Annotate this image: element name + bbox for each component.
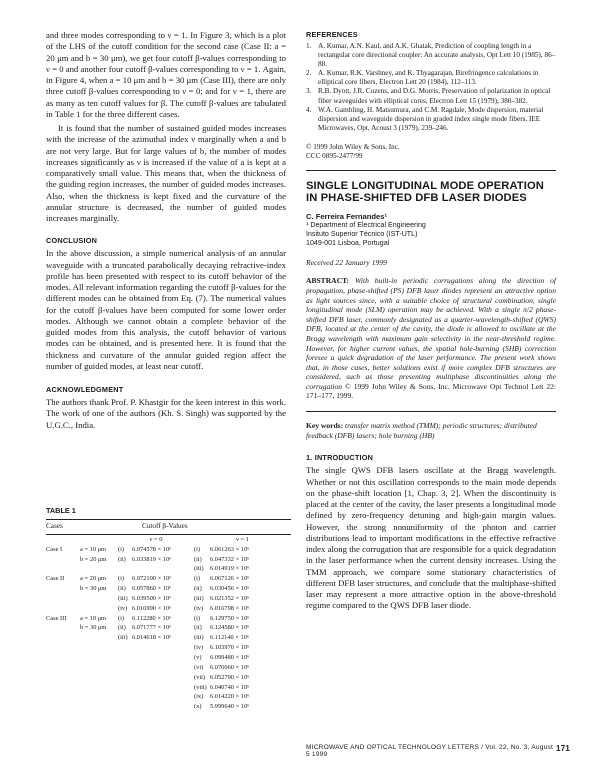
body-paragraph: and three modes corresponding to ν = 1. In Figure 3, which is a plot of the LHS of the cutoff condition for the second case (Case II: a = 20 μm and b = 30 μm), we get four cutoff β-values corresponding to ν = 0 and another four cutoff β-values corresponding to ν = 1. Again, in Figure 4, when a = 10 μm and b = 30 μm (Case III), there are only three cutoff β-values corresponding to ν = 0; and for ν = 1, there are as many as ten cutoff values for β. The cutoff β-values are tabulated in Table 1 for the three different cases.	[46, 30, 286, 119]
table-cell: 6.016798 × 10⁶	[210, 604, 250, 612]
table-row	[46, 623, 291, 633]
table-cell: 6.016990 × 10⁶	[132, 604, 172, 612]
table-cell	[80, 653, 118, 663]
table-cell	[132, 702, 194, 712]
table-cell	[118, 643, 132, 653]
table-cell	[132, 653, 194, 663]
table-row	[46, 594, 291, 604]
reference-item	[306, 42, 556, 69]
table-cell	[46, 564, 80, 574]
table-cell: (iii)	[194, 594, 204, 602]
table-cell	[132, 663, 194, 673]
table-cell: (x)	[194, 703, 202, 711]
table-cell: Case III	[46, 614, 67, 622]
table-cell	[118, 692, 132, 702]
table-cell: 6.112280 × 10⁶	[132, 614, 172, 622]
table-cell	[46, 594, 80, 604]
table-row	[46, 663, 291, 673]
table-row	[46, 604, 291, 614]
conclusion-paragraph: In the above discussion, a simple numerical analysis of an annular waveguide with a truncated parabolically decaying refractive-index profile has been presented with respect to its cutoff behavior of the modes. All relevant information regarding the cutoff β-values for the different modes can be obtained from Eq. (7). The numerical values for the cutoff β-values have been computed for some lower order modes. Although we cannot obtain a complete behavior of the guided modes from this analysis, the cutoff behavior of various modes can be obtained, and is presented here. It is found that the thickness and curvature of the annular guided region affect the number of guided modes, at least near cutoff.	[46, 248, 286, 371]
table-cell	[80, 564, 118, 574]
table-cell: (vi)	[194, 663, 204, 671]
reference-text: A. Kumar, A.N. Kaul, and A.K. Ghatak, Prediction of coupling length in a rectangular core directional coupler: An accurate analysis, Opt Lett 10 (1985), 86–88.	[318, 42, 556, 69]
table-cell: 6.072100 × 10⁶	[132, 575, 172, 583]
journal-info: MICROWAVE AND OPTICAL TECHNOLOGY LETTERS / Vol. 22, No. 3, August 5 1999	[306, 744, 554, 758]
nu0-label: ν = 0	[149, 535, 163, 543]
table-cell: (iii)	[194, 634, 204, 642]
reference-text: R.B. Dyott, J.R. Cozens, and D.G. Morris, Preservation of polarization in optical fiber waveguides with elliptical cores, Electron Lett 15 (1979), 380–382.	[318, 87, 551, 105]
body-paragraph: It is found that the number of sustained guided modes increases with the increase of the azimuthal index ν marginally when a and b are not very large. But for large values of b, the number of modes increases significantly as ν is increased if the value of a is kept at a comparatively small value. This means that, when the thickness of the guiding region increases, the number of guided modes increases. Also, when the thickness is kept fixed and the curvature of the annular structure is decreased, the number of guided modes increases marginally.	[46, 123, 286, 223]
abstract	[306, 276, 556, 401]
table-cell	[46, 633, 80, 643]
reference-item	[306, 106, 556, 133]
article-title: SINGLE LONGITUDINAL MODE OPERATION IN PHASE-SHIFTED DFB LASER DIODES	[306, 179, 544, 204]
abstract-label: ABSTRACT:	[306, 276, 350, 286]
table-cell: Case II	[46, 575, 65, 583]
table-row	[46, 555, 291, 565]
table-cell	[80, 702, 118, 712]
table-cell: (iv)	[118, 604, 128, 612]
table-cell: 5.999640 × 10⁶	[210, 703, 250, 711]
references-heading: REFERENCES	[306, 30, 358, 39]
table-cell: 6.030456 × 10⁶	[210, 585, 250, 593]
table-cell	[118, 673, 132, 683]
table-cell: 6.039500 × 10⁶	[132, 594, 172, 602]
table-cell	[80, 633, 118, 643]
right-column	[306, 30, 556, 612]
table-cell	[46, 643, 80, 653]
table-cell: (ix)	[194, 693, 204, 701]
table-cell: (iii)	[118, 634, 128, 642]
table-cell	[46, 673, 80, 683]
table-row	[46, 614, 291, 624]
table-cell: 6.047332 × 10⁶	[210, 555, 250, 563]
keywords-text: transfer matrix method (TMM); periodic structures; distributed feedback (DFB) lasers; hole burning (HB)	[306, 421, 537, 440]
table-cell: 6.124580 × 10⁶	[210, 624, 250, 632]
table-cell: b = 30 μm	[80, 585, 107, 593]
table-row	[46, 643, 291, 653]
table-cell	[46, 555, 80, 565]
nu1-label: ν = 1	[236, 535, 249, 543]
table-cell: a = 10 μm	[80, 614, 107, 622]
table-cell	[118, 683, 132, 693]
reference-text: W.A. Gambling, H. Matsumura, and C.M. Ragdale, Mode dispersion, material dispersion and waveguide dispersion in graded index single mode fibers, IEE Microwaves, Opt, Acoust 3 (1979), 239–246.	[318, 105, 544, 132]
reference-number: 4.	[306, 105, 312, 114]
copyright	[306, 143, 556, 162]
table-cell: 6.014919 × 10⁶	[210, 565, 250, 573]
table-cell: (i)	[118, 614, 125, 622]
keywords-label: Key words:	[306, 421, 344, 431]
table-cell	[132, 692, 194, 702]
page-footer	[306, 744, 570, 758]
table-cell: 6.074578 × 10⁶	[132, 545, 172, 553]
table-cell: (vii)	[194, 673, 206, 681]
table-cell: 6.040740 × 10⁶	[210, 683, 250, 691]
table-cell: 6.099480 × 10⁶	[210, 653, 250, 661]
table-cell: (ii)	[194, 555, 202, 563]
table-cell	[80, 604, 118, 614]
table-row	[46, 545, 291, 555]
table-cell: a = 20 μm	[80, 575, 107, 583]
table-row	[46, 683, 291, 693]
table-cell: 6.057860 × 10⁶	[132, 585, 172, 593]
table-cell: (iv)	[194, 644, 204, 652]
author-name: C. Ferreira Fernandes¹	[306, 212, 388, 222]
table-cell: b = 20 μm	[80, 555, 107, 563]
table-cell: (i)	[194, 575, 201, 583]
keywords	[306, 421, 556, 440]
table-cell	[132, 564, 194, 574]
table-row	[46, 564, 291, 574]
affiliation-line: ¹ Department of Electrical Engineering	[306, 221, 426, 230]
table-cell	[46, 692, 80, 702]
table-cell	[46, 604, 80, 614]
cutoff-table-body	[46, 535, 291, 712]
table-cell: b = 30 μm	[80, 624, 107, 632]
table-cell: (ii)	[118, 585, 126, 593]
affiliation	[306, 221, 556, 248]
references-list	[306, 42, 556, 133]
table-cell: 6.014618 × 10⁶	[132, 634, 172, 642]
table-row	[46, 584, 291, 594]
copyright-line: © 1999 John Wiley & Sons, Inc.	[306, 142, 400, 151]
table-cell: 6.033819 × 10⁶	[132, 555, 172, 563]
table-cell: (i)	[118, 575, 125, 583]
table-cell: 6.052790 × 10⁶	[210, 673, 250, 681]
table-header-cutoff: Cutoff β-Values	[142, 522, 188, 530]
table-cell: (i)	[194, 614, 201, 622]
conclusion-heading: CONCLUSION	[46, 236, 98, 246]
table-cell	[80, 663, 118, 673]
table-cell: (ii)	[118, 624, 126, 632]
table-cell	[46, 683, 80, 693]
table-cell: 6.067126 × 10⁶	[210, 575, 250, 583]
table-row	[46, 574, 291, 584]
table-cell: (iii)	[118, 594, 128, 602]
acknowledgment-paragraph: The authors thank Prof. P. Khastgir for the keen interest in this work. The work of one of the authors (Kh. S. Singh) was supported by the U.G.C., India.	[46, 397, 286, 430]
abstract-citation: © 1999 John Wiley & Sons, Inc. Microwave Opt Technol Lett 22: 171–177, 1999.	[306, 381, 556, 401]
table-cell: (ii)	[194, 624, 202, 632]
table-cell: 6.014220 × 10⁶	[210, 693, 250, 701]
introduction-paragraph: The single QWS DFB lasers oscillate at the Bragg wavelength. Whether or not this oscillation corresponds to the main mode depends on the phase-shift location [1, Chap. 3, 2]. When the discontinuity is placed at the center of the cavity, the laser presents a longitudinal mode defined by zero-frequency detuning and high-gain margin values. However, the strong nonuniformity of the photon and carrier distributions lead to important modifications in the effective refractive index along the corrugation that are responsible for a quick degradation in the laser performance when the current density increases. Using the TMM approach, we compare some stationary characteristics of different DFB laser structures, and conclude that the multiphase-shifted laser may represent a more attractive option in the above-threshold regime compared to the QWS DFB laser diode.	[306, 465, 556, 611]
table-cell	[80, 643, 118, 653]
table-cell: 6.071777 × 10⁶	[132, 624, 172, 632]
reference-number: 1.	[306, 42, 312, 50]
table-cell: 6.076060 × 10⁶	[210, 663, 250, 671]
table-title: TABLE 1	[46, 506, 76, 515]
table-cell: (ii)	[118, 555, 126, 563]
table-row	[46, 653, 291, 663]
table-cell	[46, 653, 80, 663]
table-cell: (i)	[118, 545, 125, 553]
table-row	[46, 673, 291, 683]
table-cell	[118, 653, 132, 663]
table-cell: a = 10 μm	[80, 545, 107, 553]
table-cell	[132, 683, 194, 693]
table-cell: 6.112140 × 10⁶	[210, 634, 250, 642]
table-cell: (iv)	[194, 604, 204, 612]
table-1	[46, 506, 291, 712]
table-header-cases: Cases	[46, 522, 63, 530]
received-date: Received 22 January 1999	[306, 258, 387, 268]
table-cell: (i)	[194, 545, 201, 553]
abstract-text: With built-in periodic corrugations along the direction of propagation, phase-shifted (PS) DFB laser diodes represent an attractive option as light sources since, with a suitable choice of structural combination, single longitudinal mode (SLM) operation may be achieved. With a single π/2 phase-shifted DFB laser, commonly designated as a quarter-wavelength-shifted (QWS) DFB, located at the center of the cavity, the diode is allowed to oscillate at the Bragg wavelength with maximum gain selectivity in the near-threshold regime. However, for higher current values, the spatial hole-burning (SHB) correction foresee a quick degradation of the laser performance. The present work shows that, in those cases, better solutions exist if more complex DFB structures are considered, such as those presenting multiphase discontinuities along the corrugation	[306, 276, 556, 391]
table-cell	[132, 673, 194, 683]
cutoff-table	[46, 520, 291, 534]
table-cell	[80, 673, 118, 683]
table-cell: (viii)	[194, 683, 207, 691]
reference-number: 3.	[306, 87, 312, 96]
table-cell	[80, 594, 118, 604]
table-row	[46, 702, 291, 712]
reference-item	[306, 87, 556, 105]
table-cell	[118, 702, 132, 712]
table-row	[46, 692, 291, 702]
table-cell: (ii)	[194, 585, 202, 593]
table-cell	[46, 702, 80, 712]
table-row	[46, 633, 291, 643]
reference-item	[306, 69, 556, 87]
table-cell: Case I	[46, 545, 63, 553]
ccc-code: CCC 0895-2477/99	[306, 152, 363, 161]
table-cell: 6.129750 × 10⁶	[210, 614, 250, 622]
acknowledgment-heading: ACKNOWLEDGMENT	[46, 385, 124, 394]
table-cell: 6.061263 × 10⁶	[210, 545, 250, 553]
reference-text: A. Kumar, R.K. Varshney, and K. Thyagarajan, Birefringence calculations in elliptical core fibers, Electron Lett 20 (1984), 112–113.	[318, 69, 539, 87]
table-cell	[46, 663, 80, 673]
table-cell	[118, 663, 132, 673]
table-cell	[118, 564, 132, 574]
affiliation-line: Insituto Superior Técnico (IST-UTL)	[306, 230, 418, 239]
table-cell	[80, 692, 118, 702]
table-cell	[80, 683, 118, 693]
table-cell	[132, 643, 194, 653]
table-cell: (iii)	[194, 565, 204, 573]
left-column	[46, 30, 286, 431]
table-cell	[46, 584, 80, 594]
table-cell: 6.103970 × 10⁶	[210, 644, 250, 652]
table-cell: 6.021352 × 10⁶	[210, 594, 250, 602]
affiliation-line: 1049-001 Lisboa, Portugal	[306, 239, 390, 248]
reference-number: 2.	[306, 69, 312, 78]
page-number: 171	[556, 744, 570, 753]
table-cell	[46, 623, 80, 633]
table-cell: (v)	[194, 653, 202, 661]
introduction-heading: 1. INTRODUCTION	[306, 453, 374, 463]
